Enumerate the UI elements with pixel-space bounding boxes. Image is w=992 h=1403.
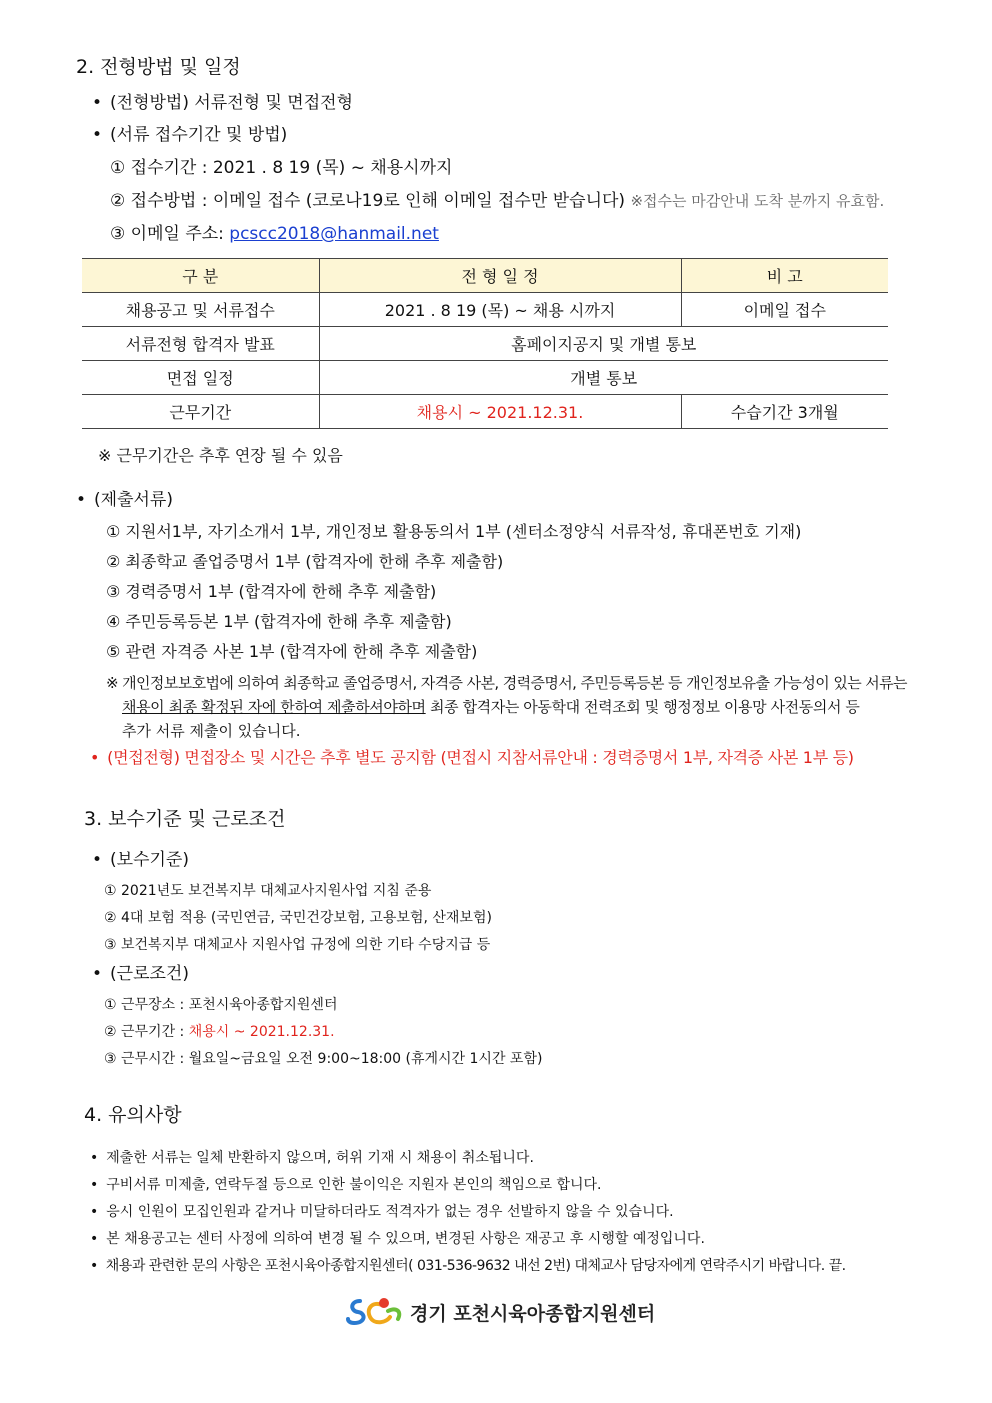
table-cell: 서류전형 합격자 발표 xyxy=(82,327,319,361)
table-row xyxy=(82,361,888,395)
table-row xyxy=(82,395,888,429)
pay-item: ③ 보건복지부 대체교사 지원사업 규정에 의한 기타 수당지급 등 xyxy=(104,937,491,953)
caution-item: • 본 채용공고는 센터 사정에 의하여 변경 될 수 있으며, 변경된 사항은 재공고 후 시행할 예정입니다. xyxy=(90,1232,705,1246)
doc-item: ① 지원서1부, 자기소개서 1부, 개인정보 활용동의서 1부 (센터소정양식 서류작성, 휴대폰번호 기재) xyxy=(106,522,802,541)
docs-notice-underlined: 채용이 최종 확정된 자에 한하여 제출하셔야하며 xyxy=(122,698,426,716)
period-heading: • (서류 접수기간 및 방법) xyxy=(92,127,287,144)
doc-item: ③ 경력증명서 1부 (합격자에 한해 추후 제출함) xyxy=(106,582,437,601)
table-cell: 근무기간 xyxy=(82,395,319,429)
caution-item: • 제출한 서류는 일체 반환하지 않으며, 허위 기재 시 채용이 취소됩니다. xyxy=(90,1151,534,1165)
email-label: ③ 이메일 주소: xyxy=(110,224,224,244)
how-text: ② 접수방법 : 이메일 접수 (코로나19로 인해 이메일 접수만 받습니다) xyxy=(110,191,626,211)
table-cell: 개별 통보 xyxy=(319,361,888,395)
cond-term-value: 채용시 ~ 2021.12.31. xyxy=(188,1024,335,1040)
table-header-row xyxy=(82,259,888,293)
docs-heading: • (제출서류) xyxy=(76,492,173,509)
docs-notice-1: ※ 개인정보보호법에 의하여 최종학교 졸업증명서, 자격증 사본, 경력증명서, 주민등록등본 등 개인정보유출 가능성이 있는 서류는 xyxy=(106,674,907,692)
pay-item: ② 4대 보험 적용 (국민연금, 국민건강보험, 고용보험, 산재보험) xyxy=(104,910,492,926)
table-cell: 홈페이지공지 및 개별 통보 xyxy=(319,327,888,361)
footer-org-name: 경기 포천시육아종합지원센터 xyxy=(410,1302,656,1325)
doc-item: ⑤ 관련 자격증 사본 1부 (합격자에 한해 추후 제출함) xyxy=(106,642,478,661)
pay-item: ① 2021년도 보건복지부 대체교사지원사업 지침 준용 xyxy=(104,883,432,899)
how-note: ※접수는 마감안내 도착 분까지 유효함. xyxy=(630,192,885,210)
period-line: ① 접수기간 : 2021 . 8 19 (목) ~ 채용시까지 xyxy=(110,158,453,178)
docs-notice-rest: 최종 합격자는 아동학대 전력조회 및 행정정보 이용망 사전동의서 등 xyxy=(425,698,860,716)
center-logo-icon xyxy=(346,1295,404,1329)
table-header-cell: 전 형 일 정 xyxy=(319,259,681,293)
caution-item: • 채용과 관련한 문의 사항은 포천시육아종합지원센터( 031-536-9632 내선 2번) 대체교사 담당자에게 연락주시기 바랍니다. 끝. xyxy=(90,1259,846,1273)
table-cell: 수습기간 3개월 xyxy=(681,395,888,429)
table-cell: 면접 일정 xyxy=(82,361,319,395)
how-line xyxy=(110,193,884,210)
cond-heading: • (근로조건) xyxy=(92,966,189,983)
method-line: • (전형방법) 서류전형 및 면접전형 xyxy=(92,95,353,112)
interview-notice: • (면접전형) 면접장소 및 시간은 추후 별도 공지함 (면접시 지참서류안내 : 경력증명서 1부, 자격증 사본 1부 등) xyxy=(90,750,854,766)
section-4-title: 4. 유의사항 xyxy=(84,1104,182,1126)
table-row xyxy=(82,327,888,361)
table-cell: 채용공고 및 서류접수 xyxy=(82,293,319,327)
table-cell: 이메일 접수 xyxy=(681,293,888,327)
docs-notice-2 xyxy=(122,700,860,715)
section-3-title: 3. 보수기준 및 근로조건 xyxy=(84,808,286,830)
section-2-title: 2. 전형방법 및 일정 xyxy=(76,56,241,78)
table-header-cell: 구 분 xyxy=(82,259,319,293)
caution-item: • 응시 인원이 모집인원과 같거나 미달하더라도 적격자가 없는 경우 선발하지 않을 수 있습니다. xyxy=(90,1205,674,1219)
cond-hours: ③ 근무시간 : 월요일~금요일 오전 9:00~18:00 (휴게시간 1시간 포함) xyxy=(104,1051,543,1067)
cond-place: ① 근무장소 : 포천시육아종합지원센터 xyxy=(104,997,338,1013)
footer-logo xyxy=(346,1295,655,1329)
table-note: ※ 근무기간은 추후 연장 될 수 있음 xyxy=(98,446,343,465)
cond-term-label: ② 근무기간 : xyxy=(104,1024,189,1040)
docs-notice-3: 추가 서류 제출이 있습니다. xyxy=(122,722,301,740)
doc-item: ④ 주민등록등본 1부 (합격자에 한해 추후 제출함) xyxy=(106,612,452,631)
pay-heading: • (보수기준) xyxy=(92,852,189,869)
caution-item: • 구비서류 미제출, 연락두절 등으로 인한 불이익은 지원자 본인의 책임으로 합니다. xyxy=(90,1178,602,1192)
table-cell-highlight: 채용시 ~ 2021.12.31. xyxy=(319,395,681,429)
table-header-cell: 비 고 xyxy=(681,259,888,293)
table-row xyxy=(82,293,888,327)
schedule-table xyxy=(82,258,888,429)
email-line xyxy=(110,226,439,243)
cond-term xyxy=(104,1025,335,1039)
email-link[interactable]: pcscc2018@hanmail.net xyxy=(229,224,439,244)
table-cell: 2021 . 8 19 (목) ~ 채용 시까지 xyxy=(319,293,681,327)
doc-item: ② 최종학교 졸업증명서 1부 (합격자에 한해 추후 제출함) xyxy=(106,552,504,571)
